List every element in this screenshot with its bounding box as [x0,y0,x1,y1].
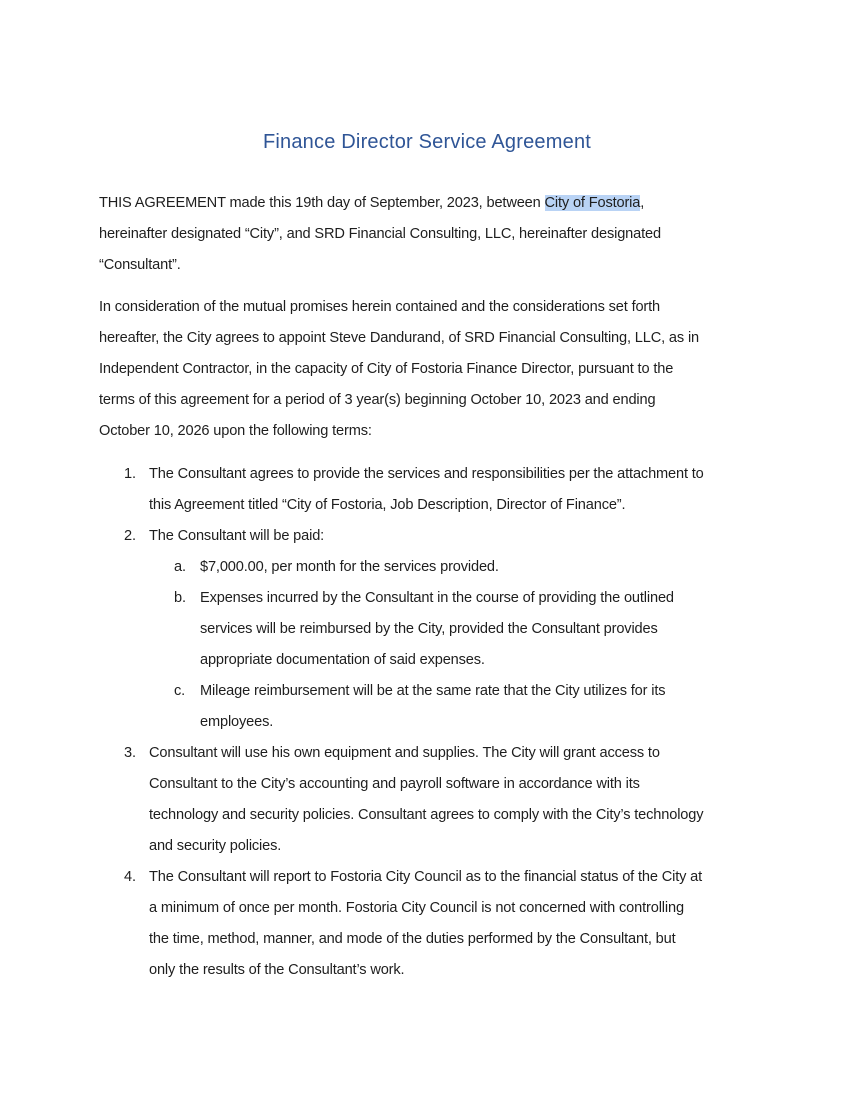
subitem-line: $7,000.00, per month for the services provided. [200,559,499,575]
term-line: The Consultant will be paid: [149,528,325,544]
subitem-text [200,583,780,676]
consideration-line: terms of this agreement for a period of 3 year(s) beginning October 10, 2023 and ending [99,392,656,408]
term-line: Consultant will use his own equipment and supplies. The City will grant access to [149,745,660,761]
intro-text: THIS AGREEMENT made this 19th day of September, 2023, between [99,195,545,211]
consideration-line: October 10, 2026 upon the following terms: [99,423,372,439]
subitem-line: appropriate documentation of said expenses. [200,652,485,668]
term-line: The Consultant agrees to provide the services and responsibilities per the attachment to [149,466,704,482]
term-line: the time, method, manner, and mode of the duties performed by the Consultant, but [149,931,676,947]
term-line: Consultant to the City’s accounting and payroll software in accordance with its [149,776,640,792]
term-number: 3. [124,745,136,761]
intro-line-3: “Consultant”. [99,257,181,273]
term-line: this Agreement titled “City of Fostoria, Job Description, Director of Finance”. [149,497,626,513]
consideration-line: Independent Contractor, in the capacity of City of Fostoria Finance Director, pursuant to the [99,361,674,377]
term-number: 1. [124,466,136,482]
consideration-paragraph [99,292,779,447]
subitem-line: services will be reimbursed by the City, provided the Consultant provides [200,621,658,637]
subitem-text [200,676,780,738]
intro-paragraph [99,188,779,281]
subitem-letter: a. [174,559,186,575]
term-text [149,459,789,521]
term-number: 2. [124,528,136,544]
subitem-line: Expenses incurred by the Consultant in the course of providing the outlined [200,590,674,606]
term-text [149,862,789,986]
intro-line-1 [99,188,779,219]
term-text [149,738,789,862]
term-line: technology and security policies. Consultant agrees to comply with the City’s technology [149,807,704,823]
subitem-text [200,552,780,583]
term-line: only the results of the Consultant’s work. [149,962,405,978]
intro-line-2: hereinafter designated “City”, and SRD Financial Consulting, LLC, hereinafter designated [99,226,661,242]
text-selection-highlight[interactable]: City of Fostoria [544,195,641,211]
term-text [149,521,789,552]
consideration-line: hereafter, the City agrees to appoint Steve Dandurand, of SRD Financial Consulting, LLC, as in [99,330,699,346]
intro-comma: , [640,195,645,211]
term-line: and security policies. [149,838,282,854]
subitem-letter: c. [174,683,186,699]
term-line: The Consultant will report to Fostoria City Council as to the financial status of the City at [149,869,703,885]
term-number: 4. [124,869,136,885]
subitem-line: Mileage reimbursement will be at the same rate that the City utilizes for its [200,683,666,699]
consideration-line: In consideration of the mutual promises herein contained and the considerations set forth [99,299,661,315]
term-line: a minimum of once per month. Fostoria City Council is not concerned with controlling [149,900,684,916]
document-title: Finance Director Service Agreement [262,131,592,153]
subitem-letter: b. [174,590,186,606]
subitem-line: employees. [200,714,274,730]
